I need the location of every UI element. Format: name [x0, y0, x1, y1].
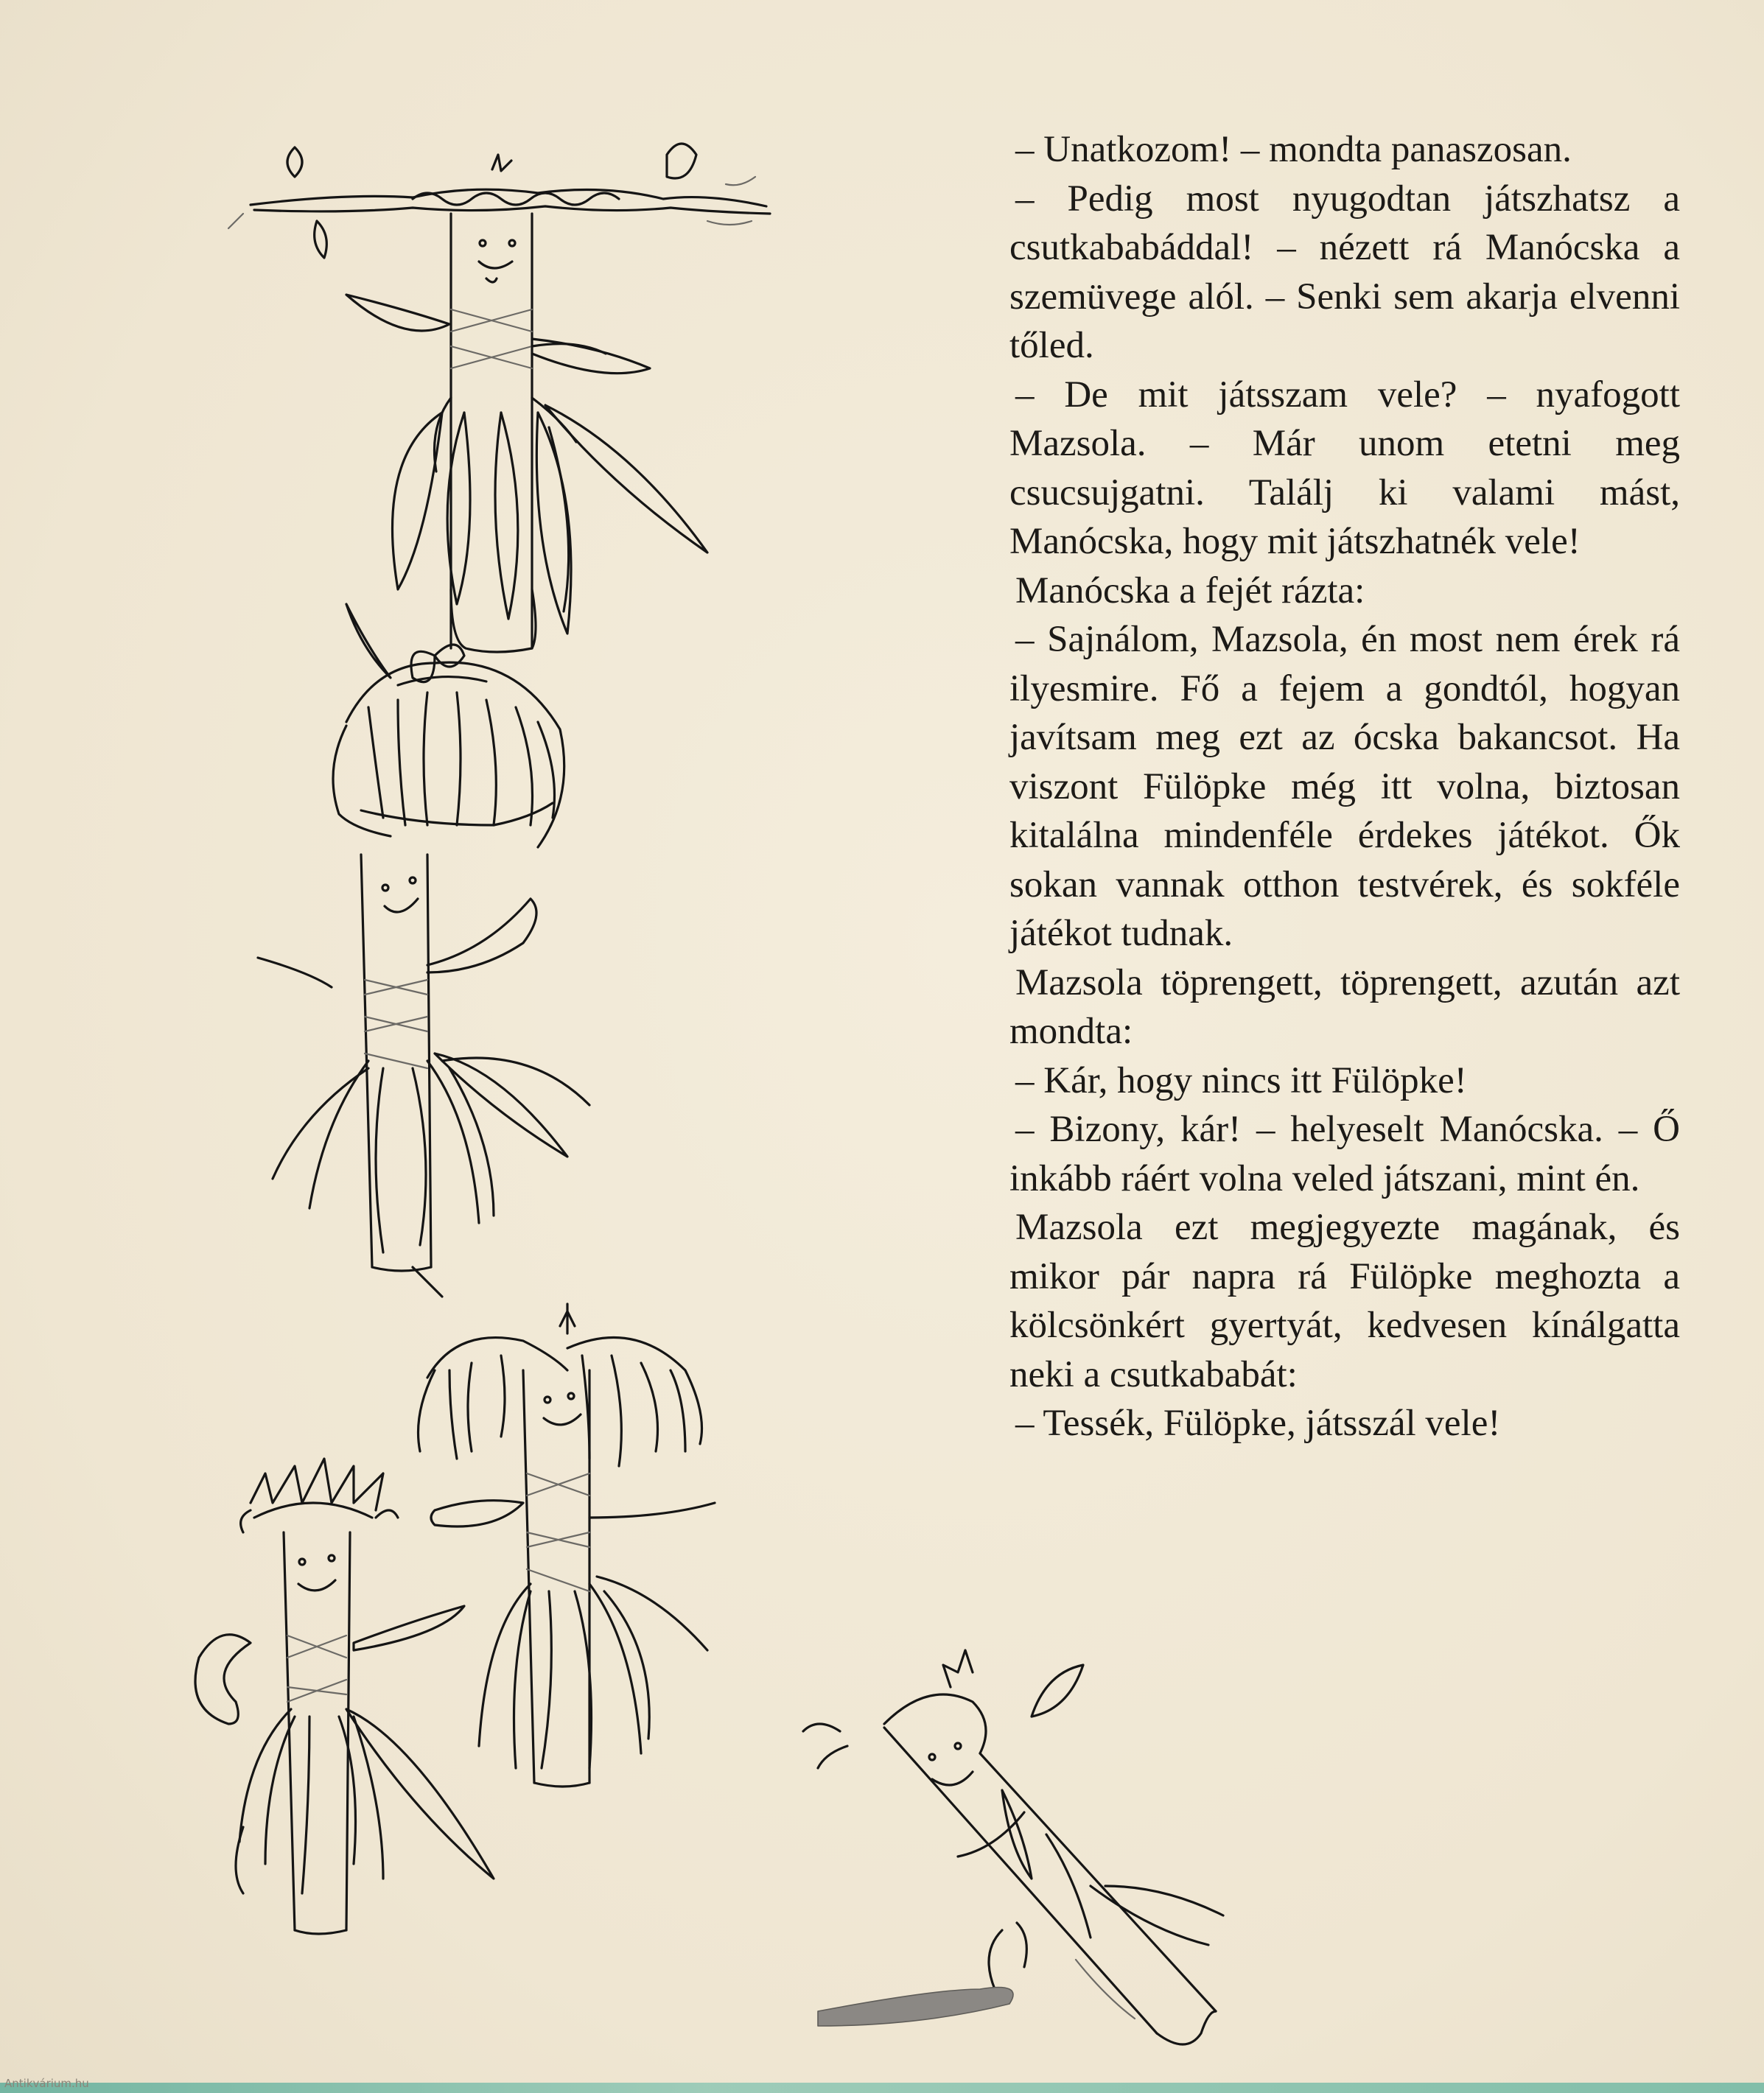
paragraph-4: Manócska a fejét rázta: — [1015, 569, 1365, 611]
watermark: Antikvárium.hu — [4, 2077, 89, 2090]
paragraph-5: – Sajnálom, Mazsola, én most nem érek rá ilyesmire. Fő a fejem a gondtól, hogyan javítsam meg ezt az ócska bakancsot. Ha viszont Fülöpke még itt volna, biztosan kitalálna mindenféle érdekes játékot. Ők sokan vannak otthon testvérek, és sokféle játékot tudnak. — [1009, 619, 1680, 954]
paragraph-6: Mazsola töprengett, töprengett, azután azt mondta: — [1009, 961, 1680, 1052]
paragraph-7: – Kár, hogy nincs itt Fülöpke! — [1015, 1059, 1467, 1101]
story-text — [1009, 125, 1680, 1448]
corn-husk-doll-pigtails — [419, 1304, 715, 1787]
paragraph-3: – De mit játsszam vele? – nyafogott Mazsola. – Már unom etetni meg csucsujgatni. Találj ki valami mást, Manócska, hogy mit játszhatnék vele! — [1009, 374, 1680, 562]
corn-husk-doll-spiky-hair — [195, 1459, 494, 1934]
corn-husk-doll-bob-hair — [258, 604, 589, 1297]
paragraph-1: – Unatkozom! – mondta panaszosan. — [1015, 129, 1572, 170]
paragraph-2: – Pedig most nyugodtan játszhatsz a csutkababáddal! – nézett rá Manócska a szemüvege alól. – Senki sem akarja elvenni tőled. — [1009, 178, 1680, 366]
corn-husk-doll-braided-hair — [228, 144, 770, 652]
page-edge-strip — [0, 2083, 1764, 2093]
corn-husk-doll-lying — [803, 1650, 1223, 2044]
paragraph-9: Mazsola ezt megjegyezte magának, és mikor pár napra rá Fülöpke meghozta a kölcsönkért gyertyát, kedvesen kínálgatta neki a csutkababát: — [1009, 1207, 1680, 1395]
paragraph-10: – Tessék, Fülöpke, játsszál vele! — [1015, 1403, 1501, 1444]
paragraph-8: – Bizony, kár! – helyeselt Manócska. – Ő inkább ráért volna veled játszani, mint én. — [1009, 1109, 1680, 1199]
